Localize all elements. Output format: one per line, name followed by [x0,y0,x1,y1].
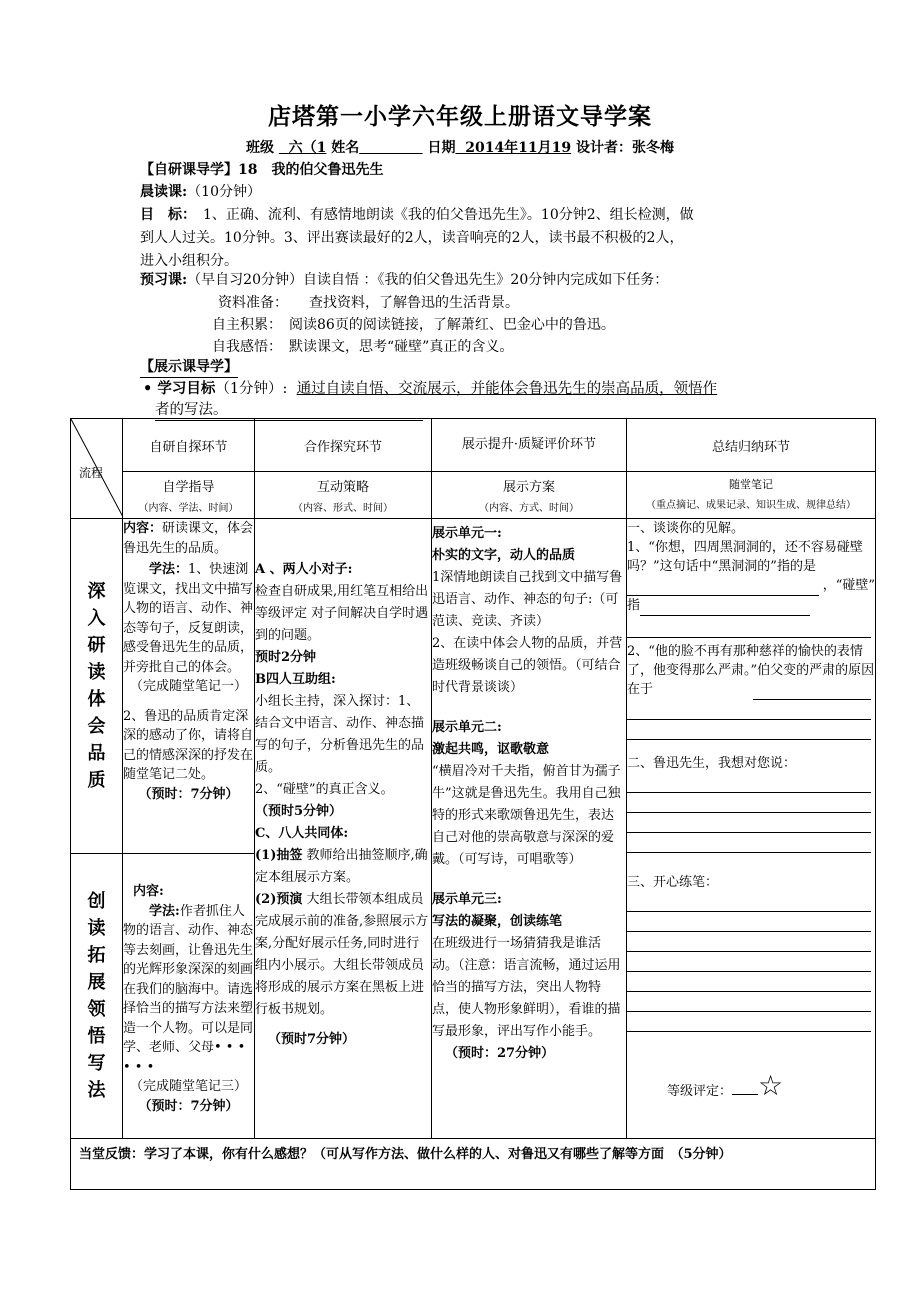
star-icon: ☆ [758,1069,784,1102]
blank-4[interactable] [753,680,871,700]
self-study-cell-1: 内容：研读课文，体会鲁迅先生的品质。 学法：1、快速浏览课文，找出文中描写人物的语言、动作、神态等句子，反复朗读，感受鲁迅先生的品质，并旁批自己的体会。 （完成随堂笔记一） 2、鲁迅的品质肯定深深的感动了你，请将自己的情感深深的抒发在随堂笔记二处。 （预时：7分钟） [123,519,255,854]
meta-line [0,137,920,157]
blank-1[interactable] [627,576,819,596]
blank-11[interactable] [627,892,871,912]
self-study-cell-2: 内容: 学法:作者抓住人物的语言、动作、神态等去刻画，让鲁迅先生的光辉形象深深的刻画在我们的脑海中。请选择恰当的描写方法来塑造一个人物。可以是同学、老师、父母• • • • • • （完成随堂笔记三） （预时：7分钟） [123,854,255,1139]
page-title: 店塔第一小学六年级上册语文导学案 [268,103,652,130]
name-label: 姓名 [331,140,360,156]
blank-15[interactable] [627,972,871,992]
name-field[interactable] [359,140,422,156]
rating-row: 等级评定： ☆ [667,1069,784,1102]
presentation-cell: 展示单元一: 朴实的文字，动人的品质 1深情地朗读自己找到文中描写鲁迅语言、动作、神态的句子:（可范读、竞读、齐读） 2、在读中体会人物的品质，并营造班级畅谈自己的领悟。（可结合时代背景谈谈） 展示单元二: 激起共鸣，讴歌敬意 “横眉冷对千夫指，俯首甘为孺子牛”这就是鲁迅先生。我用自己独特的形式来歌颂鲁迅先生，表达自己对他的崇高敬意与深深的爱戴。（可写诗，可唱歌等） 展示单元三: 写法的凝聚，创读练笔 在班级进行一场猜猜我是谁活动。（注意：语言流畅，通过运用恰当的描写方法，突出人物特点，使人物形象鲜明），看谁的描写最形象，评出写作小能手。 （预时：27分钟） [432,519,627,1139]
blank-16[interactable] [627,992,871,1012]
objective-line-2: 者的写法。 [155,400,423,421]
objective-line-1: • 学习目标（1分钟）: 通过自读自悟、交流展示，并能体会鲁迅先生的崇高品质，领悟作 [143,380,718,397]
blank-7[interactable] [627,773,871,793]
self-study-title: 【自研课导学】18 我的伯父鲁迅先生 [140,162,384,178]
designer: 设计者：张冬梅 [576,140,675,156]
prep-item-2: 自主积累： 阅读86页的阅读链接，了解萧红、巴金心中的鲁迅。 [212,317,615,333]
blank-6[interactable] [627,720,871,740]
date-value: 2014年11月19 [465,140,572,156]
blank-14[interactable] [627,952,871,972]
corner-cell [71,419,123,519]
lesson-table [70,418,876,1190]
header-presentation: 展示提升·质疑评价环节 [432,419,627,472]
subheader-plan: 展示方案 （内容、方式、时间） [432,472,627,519]
header-cooperation: 合作探究环节 [255,419,432,472]
subheader-guide: 自学指导 （内容、学法、时间） [123,472,255,519]
preview-line: 预习课:（早自习20分钟）自读自悟 ：《我的伯父鲁迅先生》20分钟内完成如下任务： [140,272,669,288]
cooperation-cell: A 、两人小对子: 检查自研成果,用红笔互相给出等级评定 对子间解决自学时遇到的问题。 预时2分钟 B四人互助组: 小组长主持，深入探讨：1、结合文中语言、动作、神态描写的句子，分析鲁迅先生的品质。 2、“碰壁”的真正含义。 （预时5分钟） C、八人共同体: (1)抽签 教师给出抽签顺序,确定本组展示方案。 (2)预演 大组长带领本组成员完成展示前的准备,参照展示方案,分配好展示任务,同时进行组内小展示。大组长带领成员将形成的展示方案在黑板上进行板书规划。 （预时7分钟） [255,519,432,1139]
subheader-strategy: 互动策略 （内容、形式、时间） [255,472,432,519]
blank-2[interactable] [640,596,810,616]
morning-line: 晨读课:（10分钟） [140,184,261,200]
notes-cell: 一、谈谈你的见解。 1、“你想，四周黑洞洞的，还不容易碰壁吗？”这句话中“黑洞洞的”指的是 ，“碰壁” 指 2、“他的脸不再有那种慈祥的愉快的表情了，他变得那么严肃。”伯父变的严肃的原因在于 二、鲁迅先生，我想对您说： 三、开心练笔： 等级评定： ☆ [627,519,876,1139]
header-summary: 总结归纳环节 [627,419,876,472]
prep-item-3: 自我感悟： 默读课文，思考“碰壁”真正的含义。 [212,339,514,355]
blank-10[interactable] [627,833,871,853]
goal-label: 目 标： [140,207,189,223]
blank-8[interactable] [627,793,871,813]
blank-5[interactable] [627,700,871,720]
show-title: 【展示课导学】 [140,357,238,378]
row-label-2: 创读拓展领悟写法 [71,854,123,1139]
blank-9[interactable] [627,813,871,833]
goal-block: 目 标： 1、正确、流利、有感情地朗读《我的伯父鲁迅先生》。10分钟2、组长检测，做 到人人过关。10分钟。3、评出赛读最好的2人，读音响亮的2人，读书最不积极的2人， 进入小组积分。 [140,207,694,269]
class-label: 班级 [245,140,274,156]
subheader-notes: 随堂笔记 （重点摘记、成果记录、知识生成、规律总结） [627,472,876,519]
row-label-1: 深入研读体会品质 [71,519,123,854]
blank-17[interactable] [627,1012,871,1032]
blank-12[interactable] [627,912,871,932]
date-label: 日期 [427,140,456,156]
header-self-study: 自研自探环节 [123,419,255,472]
class-value: 六（1 [288,140,327,156]
blank-3[interactable] [627,618,871,638]
feedback-row: 当堂反馈：学习了本课，你有什么感想？（可从写作方法、做什么样的人、对鲁迅又有哪些了解等方面 （5分钟） [71,1139,876,1190]
blank-13[interactable] [627,932,871,952]
prep-item-1: 资料准备： 查找资料，了解鲁迅的生活背景。 [218,295,519,311]
flow-label: 流程 [79,466,104,480]
